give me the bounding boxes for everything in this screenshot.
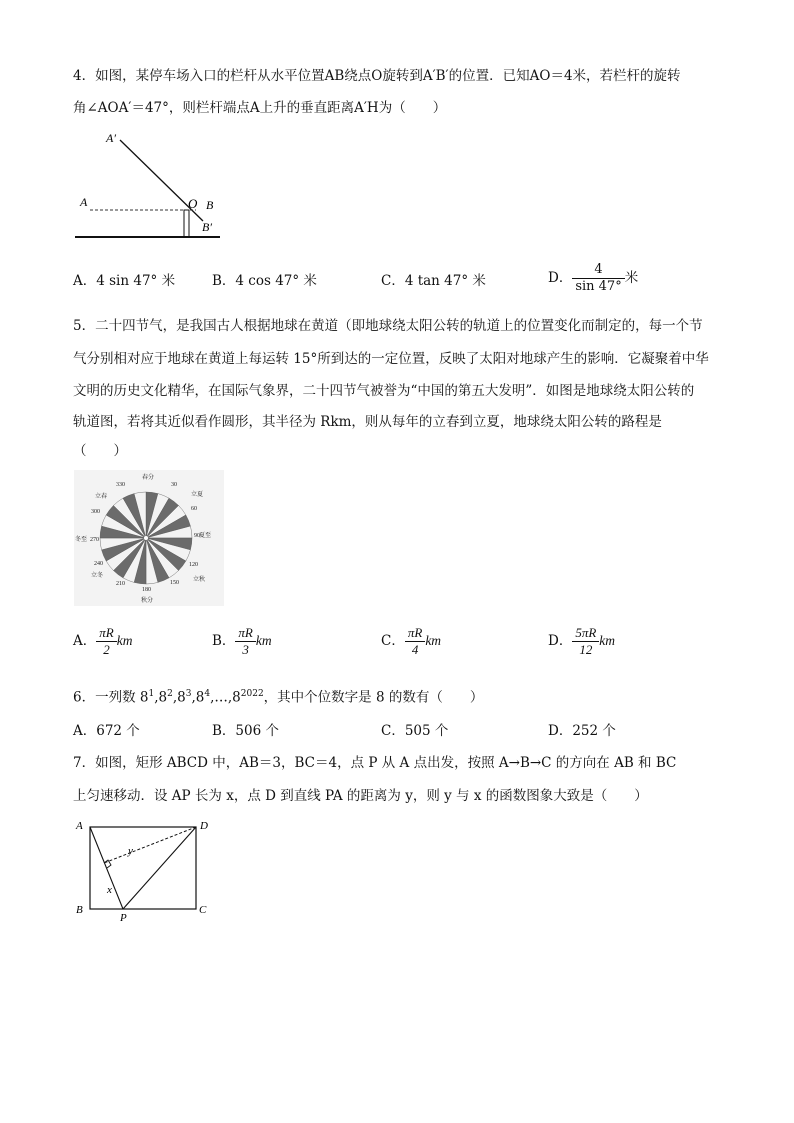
q4-option-d-unit: 米	[624, 270, 639, 286]
q4-option-b[interactable]: B．4 cos 47° 米	[212, 273, 317, 289]
q4-option-c[interactable]: C．4 tan 47° 米	[381, 273, 486, 289]
q5-option-a-fraction	[96, 625, 116, 658]
q6-exp-3: 3	[185, 689, 192, 699]
q5-option-b-label: B．	[212, 633, 236, 649]
q5-label-d30: 30	[171, 482, 177, 488]
q4-option-d-fraction	[572, 262, 624, 295]
q6-exp-4: 4	[204, 689, 211, 699]
q5-option-b-denominator: 3	[242, 642, 249, 657]
q5-line4: 轨道图，若将其近似看作圆形，其半径为 Rkm，则从每年的立春到立夏，地球绕太阳公转的路程是	[73, 414, 662, 430]
q5-option-c-fraction	[405, 625, 425, 658]
q5-label-liqiu: 立秋	[193, 577, 206, 583]
q5-option-b-unit: km	[255, 633, 272, 648]
q5-label-lixia: 立夏	[191, 492, 204, 498]
q5-line2: 气分别相对应于地球在黄道上每运转 15°所到达的一定位置，反映了太阳对地球产生的影响．它凝聚着中华	[73, 351, 709, 367]
q4-label-a-prime: A′	[106, 131, 116, 145]
q4-line1: 4．如图，某停车场入口的栏杆从水平位置AB绕点O旋转到A′B′的位置．已知AO＝4米，若栏杆的旋转	[73, 68, 681, 84]
q6-prefix: 6．一列数 8	[73, 689, 149, 706]
q6-line1	[73, 684, 483, 708]
q5-label-dongzhi: 冬至	[75, 537, 88, 543]
q5-label-d330: 330	[116, 482, 125, 488]
q4-option-d-numerator: 4	[572, 262, 624, 279]
q7-label-c: C	[199, 904, 207, 916]
q7-label-y: y	[128, 845, 133, 857]
q4-label-b: B	[206, 198, 214, 212]
q5-label-d60: 60	[191, 506, 197, 512]
q5-option-c-denominator: 4	[411, 642, 419, 657]
q5-orbit-figure	[74, 470, 224, 606]
q5-label-d150: 150	[170, 580, 179, 586]
q7-label-b: B	[76, 904, 83, 916]
q5-option-c-label: C．	[381, 633, 405, 649]
q4-option-d-denominator: sin 47°	[575, 279, 622, 294]
q4-line2: 角∠AOA′＝47°，则栏杆端点A上升的垂直距离A′H为（ ）	[73, 100, 447, 116]
q5-label-xiazhi: 夏至	[199, 533, 212, 539]
q5-option-c-numerator: πR	[405, 625, 425, 642]
q5-option-d-fraction	[572, 625, 599, 658]
q7-label-a: A	[76, 820, 83, 832]
q6-exp-2022: 2022	[240, 689, 264, 699]
q6-option-c[interactable]: C．505 个	[381, 723, 449, 739]
q5-option-b-numerator: πR	[235, 625, 255, 642]
q5-label-d90: 90	[194, 533, 200, 539]
q6-seq-sep-1: ,8	[154, 689, 168, 706]
q4-figure	[70, 128, 230, 244]
sun-center	[144, 536, 148, 540]
q5-option-d-label: D．	[548, 633, 573, 649]
q5-option-b-fraction	[235, 625, 255, 658]
q6-exp-1: 1	[148, 689, 155, 699]
q7-label-x: x	[107, 884, 112, 896]
q5-option-d[interactable]	[548, 625, 615, 658]
q7-label-p: P	[120, 912, 127, 924]
q5-option-d-unit: km	[599, 633, 616, 648]
q5-option-d-denominator: 12	[579, 642, 593, 657]
q6-suffix: ，其中个位数字是 8 的数有（ ）	[263, 689, 484, 706]
q5-label-d180: 180	[142, 587, 151, 593]
q5-line1: 5．二十四节气，是我国古人根据地球在黄道（即地球绕太阳公转的轨道上的位置变化而制定的，每一个节	[73, 318, 703, 334]
q4-option-d-label: D．	[548, 270, 573, 286]
q5-label-lidong: 立冬	[91, 573, 104, 579]
q5-label-d240: 240	[94, 561, 103, 567]
q5-option-a[interactable]	[73, 625, 132, 658]
q5-option-c[interactable]	[381, 625, 441, 658]
q4-label-o: O	[188, 196, 198, 211]
q5-option-a-denominator: 2	[103, 642, 110, 657]
q4-option-d[interactable]	[548, 262, 638, 295]
q6-seq-sep-4: ,…,8	[210, 689, 241, 706]
q5-option-c-unit: km	[425, 633, 442, 648]
q5-option-a-unit: km	[116, 633, 133, 648]
q6-exp-2: 2	[167, 689, 173, 699]
q5-line3: 文明的历史文化精华，在国际气象界，二十四节气被誉为“中国的第五大发明”．如图是地球绕太阳公转的	[73, 383, 695, 399]
q4-label-b-prime: B′	[202, 220, 212, 234]
q4-label-a: A	[80, 195, 88, 209]
q6-option-a[interactable]: A．672 个	[73, 723, 140, 739]
q5-label-lichun: 立春	[95, 494, 108, 500]
q5-label-d210: 210	[116, 581, 125, 587]
q5-option-a-numerator: πR	[96, 625, 116, 642]
q6-seq-sep-2: ,8	[172, 689, 186, 706]
q5-option-a-label: A．	[73, 633, 97, 649]
q4-option-a[interactable]: A．4 sin 47° 米	[73, 273, 176, 289]
q5-option-b[interactable]	[212, 625, 272, 658]
q7-label-d: D	[200, 820, 208, 832]
q7-line1: 7．如图，矩形 ABCD 中，AB＝3，BC＝4，点 P 从 A 点出发，按照 A→B→C 的方向在 AB 和 BC	[73, 755, 677, 771]
q6-option-d[interactable]: D．252 个	[548, 723, 616, 739]
orbit-wheel	[100, 492, 192, 584]
q6-option-b[interactable]: B．506 个	[212, 723, 279, 739]
q5-label-qiufen: 秋分	[141, 598, 154, 604]
q5-option-d-numerator: 5πR	[572, 625, 599, 642]
q5-label-d270: 270	[90, 537, 99, 543]
q5-label-d300: 300	[91, 509, 100, 515]
q7-line2: 上匀速移动．设 AP 长为 x，点 D 到直线 PA 的距离为 y，则 y 与 x 的函数图象大致是（ ）	[73, 788, 648, 804]
q5-line5: （ ）	[73, 443, 127, 459]
q7-rectangle-figure	[70, 815, 220, 925]
q5-label-d120: 120	[189, 562, 198, 568]
q6-seq-sep-3: ,8	[191, 689, 205, 706]
q5-label-chunfen: 春分	[142, 475, 155, 481]
